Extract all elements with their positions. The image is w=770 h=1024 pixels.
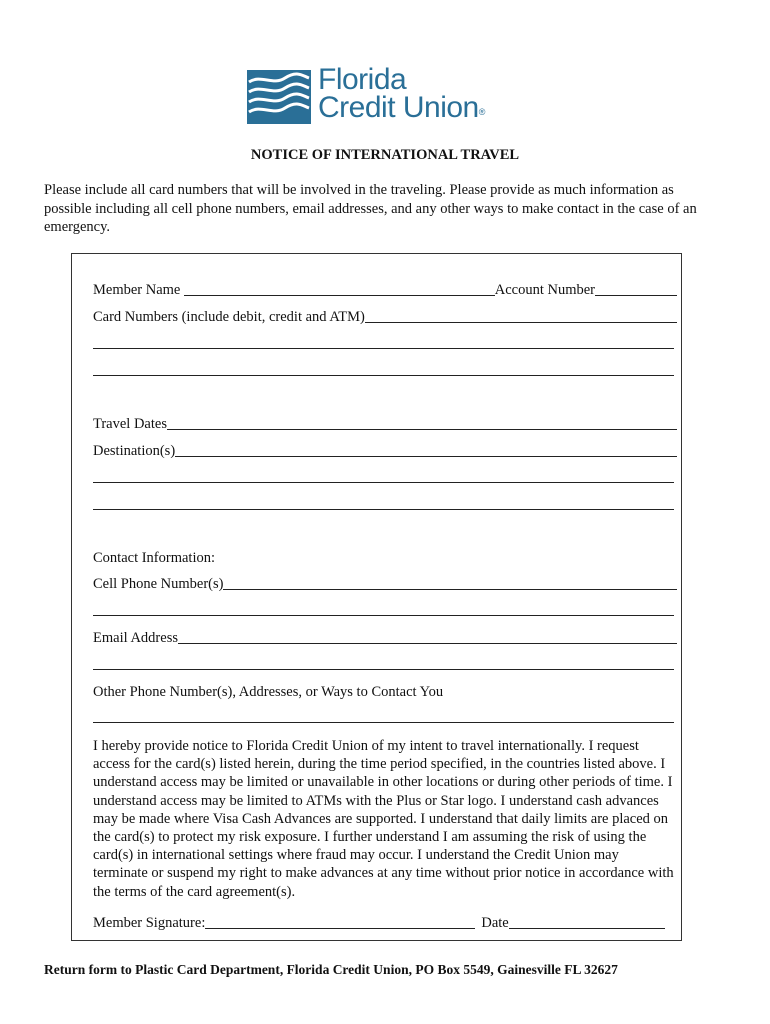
destinations-row xyxy=(93,442,677,460)
other-contact-label: Other Phone Number(s), Addresses, or Ways to Contact You xyxy=(93,684,444,700)
card-numbers-label: Card Numbers (include debit, credit and ATM) xyxy=(93,309,365,325)
email-field[interactable] xyxy=(178,643,677,644)
travel-dates-label: Travel Dates xyxy=(93,416,167,432)
date-field[interactable] xyxy=(509,928,665,929)
logo-wordmark xyxy=(318,63,485,124)
cell-phone-line-2[interactable] xyxy=(93,615,674,616)
member-row xyxy=(93,281,677,299)
destinations-line-3[interactable] xyxy=(93,509,674,510)
email-row xyxy=(93,629,677,647)
waves-logo-icon xyxy=(247,70,311,124)
logo-line-1: Florida xyxy=(318,63,407,96)
email-line-2[interactable] xyxy=(93,669,674,670)
signature-label: Member Signature: xyxy=(93,915,206,931)
account-number-field[interactable] xyxy=(595,295,677,296)
page-title: NOTICE OF INTERNATIONAL TRAVEL xyxy=(250,147,520,163)
card-numbers-row xyxy=(93,308,677,326)
member-name-field[interactable] xyxy=(184,295,494,296)
card-numbers-line-2[interactable] xyxy=(93,348,674,349)
travel-dates-row xyxy=(93,415,677,433)
date-label: Date xyxy=(481,915,509,931)
cell-phone-label: Cell Phone Number(s) xyxy=(93,576,224,592)
destinations-line-2[interactable] xyxy=(93,482,674,483)
travel-dates-field[interactable] xyxy=(167,429,677,430)
account-number-label: Account Number xyxy=(494,282,595,298)
email-label: Email Address xyxy=(93,630,178,646)
card-numbers-line-3[interactable] xyxy=(93,375,674,376)
intro-paragraph: Please include all card numbers that will be involved in the traveling. Please provide as much information as possible including all cell phone numbers, email addresses, and any other ways to make contact in the case of an emergency. xyxy=(44,182,697,235)
logo-line-2: Credit Union xyxy=(318,91,479,124)
cell-phone-row xyxy=(93,575,677,593)
member-name-label: Member Name xyxy=(93,282,181,298)
cell-phone-field[interactable] xyxy=(223,589,677,590)
other-contact-field[interactable] xyxy=(93,722,674,723)
destinations-label: Destination(s) xyxy=(93,443,176,459)
signature-row xyxy=(93,914,677,932)
card-numbers-field[interactable] xyxy=(365,322,677,323)
logo xyxy=(247,63,527,128)
registered-mark: ® xyxy=(478,107,485,117)
contact-heading: Contact Information: xyxy=(93,550,216,566)
notice-paragraph: I hereby provide notice to Florida Credit Union of my intent to travel internationally. I request access for the card(s) listed herein, during the time period specified, in the countries listed above. I understand access may be limited or unavailable in other locations or during other periods of time. I understand access may be limited to ATMs with the Plus or Star logo. I understand cash advances may be made where Visa Cash Advances are supported. I understand that daily limits are placed on the card(s) to protect my risk exposure. I further understand I am assuming the risk of using the card(s) in international settings where fraud may occur. I understand the Credit Union may terminate or suspend my right to make advances at any time without prior notice in accordance with the terms of the card agreement(s). xyxy=(93,738,674,900)
destinations-field[interactable] xyxy=(175,456,677,457)
signature-field[interactable] xyxy=(205,928,475,929)
return-instructions: Return form to Plastic Card Department, Florida Credit Union, PO Box 5549, Gainesville FL 32627 xyxy=(44,962,618,977)
